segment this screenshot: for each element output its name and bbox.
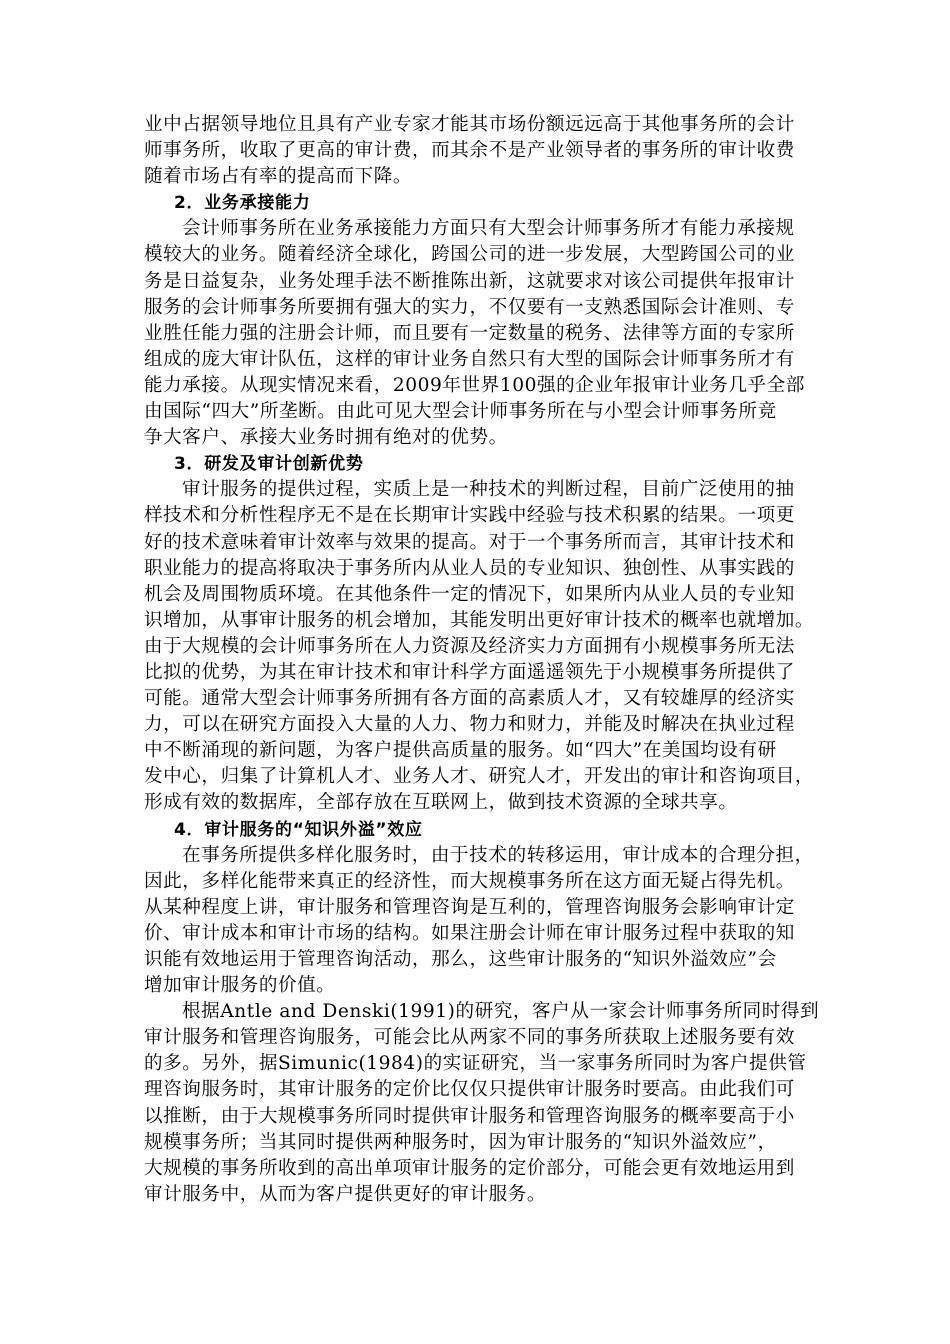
- paragraph-line: 识能有效地运用于管理咨询活动，那么，这些审计服务的“知识外溢效应”会: [144, 949, 777, 970]
- paragraph-line: 审计服务中，从而为客户提供更好的审计服务。: [144, 1183, 547, 1205]
- paragraph-line: 务是日益复杂，业务处理手法不断推陈出新，这就要求对该公司提供年报审计: [144, 270, 795, 292]
- paragraph-line: 力，可以在研究方面投入大量的人力、物力和财力，并能及时解决在执业过程: [144, 714, 795, 736]
- paragraph-line: 师事务所，收取了更高的审计费，而其余不是产业领导者的事务所的审计收费: [144, 140, 795, 162]
- paragraph-line: 发中心，归集了计算机人才、业务人才、研究人才，开发出的审计和咨询项目，: [144, 766, 815, 788]
- paragraph-line: 由于大规模的会计师事务所在人力资源及经济实力方面拥有小规模事务所无法: [144, 635, 795, 657]
- paragraph-first-line: 在事务所提供多样化服务时，由于技术的转移运用，审计成本的合理分担，: [182, 844, 814, 866]
- paragraph-line: 比拟的优势，为其在审计技术和审计科学方面遥遥领先于小规模事务所提供了: [144, 661, 795, 683]
- paragraph-line: 机会及周围物质环境。在其他条件一定的情况下，如果所内从业人员的专业知: [144, 583, 795, 605]
- paragraph-line: 由国际“四大”所垄断。由此可见大型会计师事务所在与小型会计师事务所竞: [144, 401, 777, 423]
- paragraph-line: 能力承接。从现实情况来看，2009年世界100强的企业年报审计业务几乎全部: [144, 374, 805, 396]
- paragraph-line: 模较大的业务。随着经济全球化，跨国公司的进一步发展，大型跨国公司的业: [144, 244, 795, 266]
- paragraph-line: 理咨询服务时，其审计服务的定价比仅仅只提供审计服务时要高。由此我们可: [144, 1079, 795, 1101]
- document-page: [144, 112, 818, 1208]
- paragraph-line: 可能。通常大型会计师事务所拥有各方面的高素质人才，又有较雄厚的经济实: [144, 688, 795, 710]
- paragraph-line: 业中占据领导地位且具有产业专家才能其市场份额远远高于其他事务所的会计: [144, 114, 795, 135]
- section-heading: 2．业务承接能力: [174, 193, 311, 214]
- paragraph-first-line: 会计师事务所在业务承接能力方面只有大型会计师事务所才有能力承接规: [182, 218, 795, 240]
- section-heading: 4．审计服务的“知识外溢”效应: [174, 819, 423, 840]
- paragraph-line: 样技术和分析性程序无不是在长期审计实践中经验与技术积累的结果。一项更: [144, 505, 795, 527]
- paragraph-line: 以推断，由于大规模事务所同时提供审计服务和管理咨询服务的概率要高于小: [144, 1105, 795, 1127]
- paragraph-line: 审计服务和管理咨询服务，可能会比从两家不同的事务所获取上述服务要有效: [144, 1027, 795, 1049]
- paragraph-line: 业胜任能力强的注册会计师，而且要有一定数量的税务、法律等方面的专家所: [144, 322, 795, 344]
- paragraph-first-line: 根据Antle and Denski(1991)的研究，客户从一家会计师事务所同时得到: [182, 1001, 820, 1023]
- paragraph-line: 随着市场占有率的提高而下降。: [144, 166, 413, 188]
- paragraph-line: 因此，多样化能带来真正的经济性，而大规模事务所在这方面无疑占得先机。: [144, 870, 795, 892]
- paragraph-line: 争大客户、承接大业务时拥有绝对的优势。: [144, 427, 508, 449]
- paragraph-line: 中不断涌现的新问题，为客户提供高质量的服务。如“四大”在美国均设有研: [144, 740, 777, 762]
- paragraph-line: 职业能力的提高将取决于事务所内从业人员的专业知识、独创性、从事实践的: [144, 557, 795, 579]
- paragraph-first-line: 审计服务的提供过程，实质上是一种技术的判断过程，目前广泛使用的抽: [182, 479, 795, 501]
- paragraph-line: 的多。另外，据Simunic(1984)的实证研究，当一家事务所同时为客户提供管: [144, 1053, 807, 1075]
- paragraph-line: 好的技术意味着审计效率与效果的提高。对于一个事务所而言，其审计技术和: [144, 531, 795, 553]
- paragraph-line: 大规模的事务所收到的高出单项审计服务的定价部分，可能会更有效地运用到: [144, 1157, 795, 1179]
- paragraph-line: 服务的会计师事务所要拥有强大的实力，不仅要有一支熟悉国际会计准则、专: [144, 296, 795, 318]
- paragraph-line: 价、审计成本和审计市场的结构。如果注册会计师在审计服务过程中获取的知: [144, 922, 795, 944]
- paragraph-line: 从某种程度上讲，审计服务和管理咨询是互利的，管理咨询服务会影响审计定: [144, 896, 795, 918]
- paragraph-line: 形成有效的数据库，全部存放在互联网上，做到技术资源的全球共享。: [144, 792, 738, 814]
- paragraph-line: 识增加，从事审计服务的机会增加，其能发明出更好审计技术的概率也就增加。: [144, 609, 815, 631]
- section-heading: 3．研发及审计创新优势: [174, 454, 364, 475]
- paragraph-line: 组成的庞大审计队伍，这样的审计业务自然只有大型的国际会计师事务所才有: [144, 348, 795, 370]
- paragraph-line: 规模事务所；当其同时提供两种服务时，因为审计服务的“知识外溢效应”，: [144, 1131, 777, 1153]
- paragraph-line: 增加审计服务的价值。: [144, 975, 336, 997]
